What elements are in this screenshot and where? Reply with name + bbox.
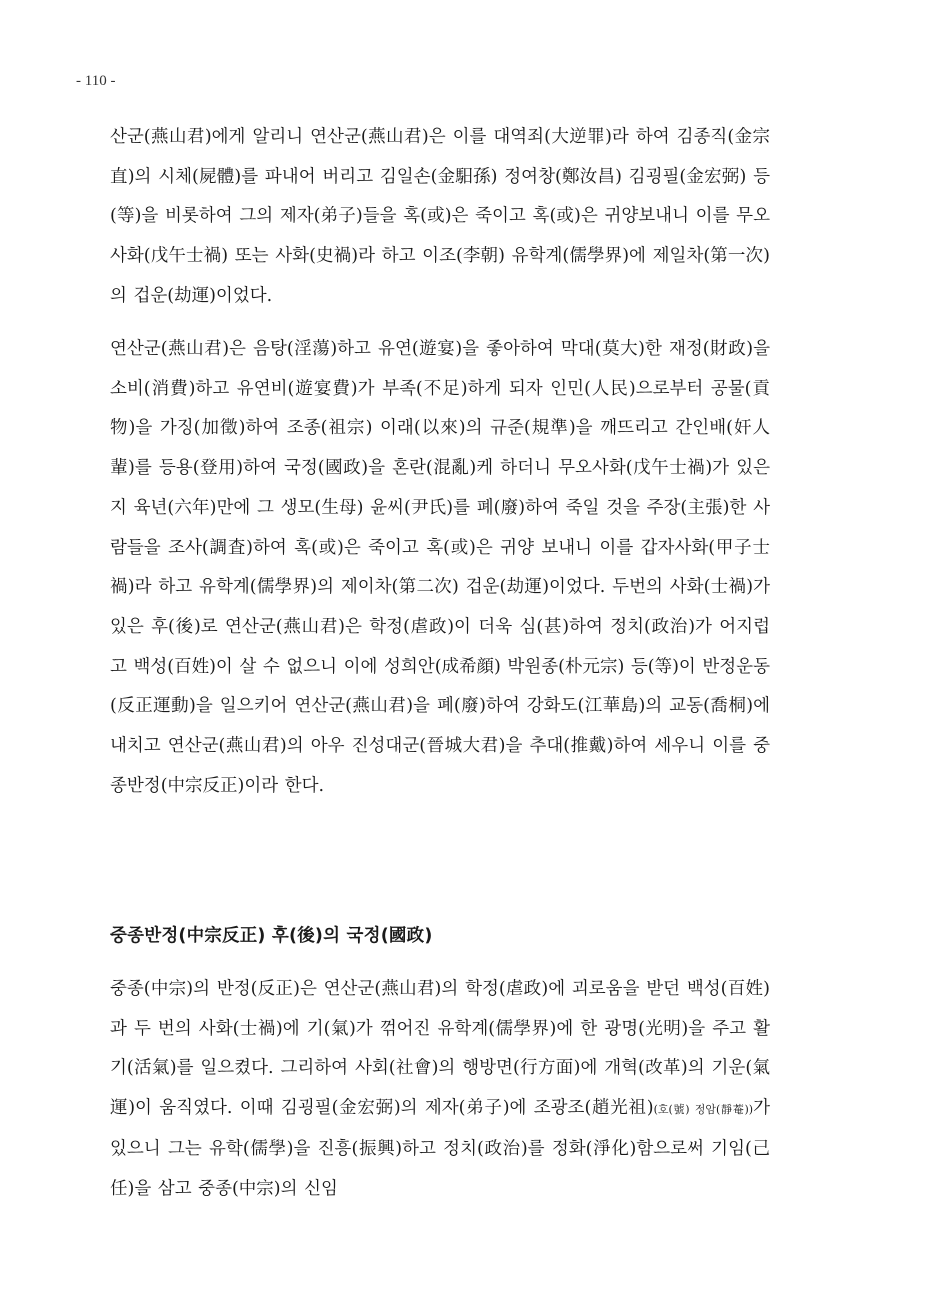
paragraph-text: 가 있으니 그는 유학(儒學)을 진흥(振興)하고 정치(政治)를 정화(淨化)함으로써 기임(己任)을 삼고 중종(中宗)의 신임 [110, 1098, 771, 1199]
paragraph: 연산군(燕山君)은 음탕(淫蕩)하고 유연(遊宴)을 좋아하여 막대(莫大)한 재정(財政)을 소비(消費)하고 유연비(遊宴費)가 부족(不足)하게 되자 인민(人民)으로부터 공물(貢物)을 가징(加徵)하여 조종(祖宗) 이래(以來)의 규준(規準)을 깨뜨리고 간인배(奸人輩)를 등용(登用)하여 국정(國政)을 혼란(混亂)케 하더니 무오사화(戊午士禍)가 있은지 육년(六年)만에 그 생모(生母) 윤씨(尹氏)를 폐(廢)하여 죽일 것을 주장(主張)한 사람들을 조사(調査)하여 혹(或)은 죽이고 혹(或)은 귀양 보내니 이를 갑자사화(甲子士禍)라 하고 유학계(儒學界)의 제이차(第二次) 겁운(劫運)이었다. 두번의 사화(士禍)가 있은 후(後)로 연산군(燕山君)은 학정(虐政)이 더욱 심(甚)하여 정치(政治)가 어지럽고 백성(百姓)이 살 수 없으니 이에 성희안(成希顔) 박원종(朴元宗) 등(等)이 반정운동(反正運動)을 일으키어 연산군(燕山君)을 폐(廢)하여 강화도(江華島)의 교동(喬桐)에 내치고 연산군(燕山君)의 아우 진성대군(晉城大君)을 추대(推戴)하여 세우니 이를 중종반정(中宗反正)이라 한다. [110, 339, 770, 796]
pen-name-note: (호(號) 정암(靜菴)) [653, 1103, 754, 1117]
section-heading: 중종반정(中宗反正) 후(後)의 국정(國政) [110, 926, 433, 946]
paragraph: 산군(燕山君)에게 알리니 연산군(燕山君)은 이를 대역죄(大逆罪)라 하여 김종직(金宗直)의 시체(屍體)를 파내어 버리고 김일손(金馹孫) 정여창(鄭汝昌) 김굉필(金宏弼) 등(等)을 비롯하여 그의 제자(弟子)들을 혹(或)은 죽이고 혹(或)은 귀양보내니 이를 무오사화(戊午士禍) 또는 사화(史禍)라 하고 이조(李朝) 유학계(儒學界)에 제일차(第一次)의 겁운(劫運)이었다. [110, 127, 770, 306]
page-number: - 110 - [76, 73, 116, 89]
paragraph [110, 970, 770, 1209]
paragraph-text: 중종(中宗)의 반정(反正)은 연산군(燕山君)의 학정(虐政)에 괴로움을 받던 백성(百姓)과 두 번의 사화(士禍)에 기(氣)가 꺾어진 유학계(儒學界)에 한 광명(光明)을 주고 활기(活氣)를 일으켰다. 그리하여 사회(社會)의 행방면(行方面)에 개혁(改革)의 기운(氣運)이 움직였다. 이때 김굉필(金宏弼)의 제자(弟子)에 조광조(趙光祖) [110, 979, 770, 1119]
